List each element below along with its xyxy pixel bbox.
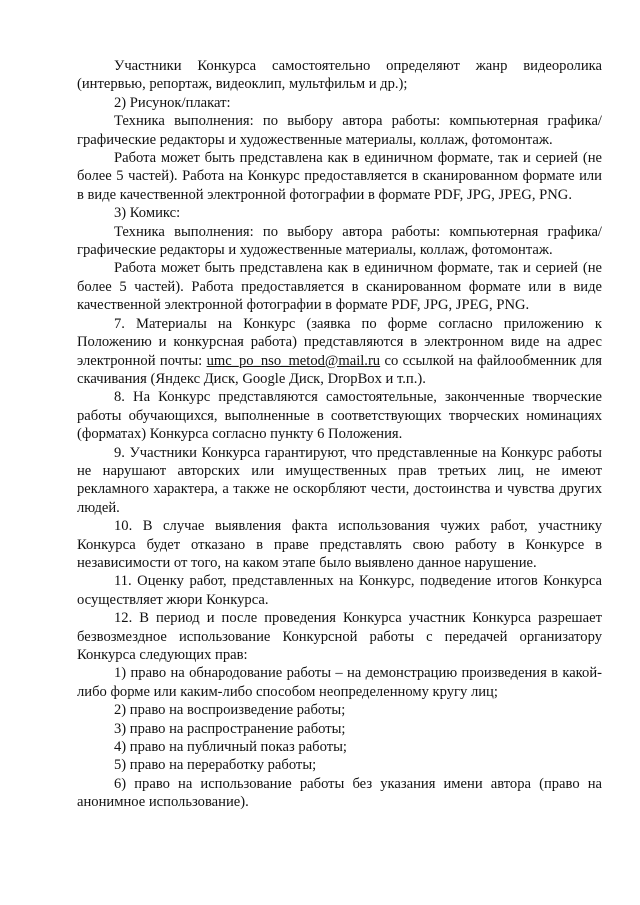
paragraph: Участники Конкурса самостоятельно определяют жанр видеоролика (интервью, репортаж, видеоклип, мультфильм и др.); (77, 58, 602, 93)
paragraph: Работа может быть представлена как в единичном формате, так и серией (не более 5 частей). Работа предоставляется в сканированном формате или в виде качественной электронной фотографии в формате PDF, JPG, JPEG, PNG. (77, 260, 602, 314)
paragraph: Техника выполнения: по выбору автора работы: компьютерная графика/графические редакторы и художественные материалы, коллаж, фотомонтаж. (77, 223, 602, 259)
document-page (77, 57, 602, 812)
paragraph: 2) Рисунок/плакат: (114, 94, 231, 111)
paragraph: 10. В случае выявления факта использования чужих работ, участнику Конкурса будет отказано в праве представлять свою работу в Конкурсе в независимости от того, на каком этапе было выявлено данное нарушение. (77, 518, 602, 571)
paragraph: Техника выполнения: по выбору автора работы: компьютерная графика/графические редакторы и художественные материалы, коллаж, фотомонтаж. (77, 113, 602, 148)
list-item: 2) право на воспроизведение работы; (114, 702, 346, 719)
item7-text-after: со ссылкой на файлообменник для скачивания (Яндекс Диск, Google Диск, DropBox и т.п.). (77, 352, 603, 387)
paragraph: 12. В период и после проведения Конкурса участник Конкурса разрешает безвозмездное использование Конкурсной работы с передачей организатору Конкурса следующих прав: (77, 610, 602, 663)
paragraph: 3) Комикс: (114, 205, 181, 222)
item7-text-before: 7. Материалы на Конкурс (заявка по форме согласно приложению к Положению и конкурсная работа) представляются в электронном виде на адрес электронной почты: (77, 315, 602, 369)
list-item: 3) право на распространение работы; (114, 720, 346, 737)
paragraph: 11. Оценку работ, представленных на Конкурс, подведение итогов Конкурса осуществляет жюри Конкурса. (77, 573, 602, 608)
paragraph-item-7 (77, 315, 602, 389)
email-link[interactable]: umc_po_nso_metod@mail.ru (206, 352, 381, 369)
paragraph: 9. Участники Конкурса гарантируют, что представленные на Конкурс работы не нарушают авторских или имущественных прав третьих лиц, не имеют рекламного характера, а также не оскорбляют чести, достоинства и чувства других людей. (77, 444, 602, 516)
paragraph: 8. На Конкурс представляются самостоятельные, законченные творческие работы обучающихся, выполненные в соответствующих творческих номинациях (форматах) Конкурса согласно пункту 6 Положения. (77, 389, 602, 443)
paragraph: Работа может быть представлена как в единичном формате, так и серией (не более 5 частей). Работа на Конкурс предоставляется в сканированном формате или в виде качественной электронной фотографии в формате PDF, JPG, JPEG, PNG. (77, 150, 602, 203)
list-item: 5) право на переработку работы; (114, 757, 317, 774)
list-item: 6) право на использование работы без указания имени автора (право на анонимное использование). (77, 775, 602, 811)
list-item: 1) право на обнародование работы – на демонстрацию произведения в какой-либо форме или каким-либо способом неопределенному кругу лиц; (77, 665, 602, 700)
list-item: 4) право на публичный показ работы; (114, 739, 347, 756)
